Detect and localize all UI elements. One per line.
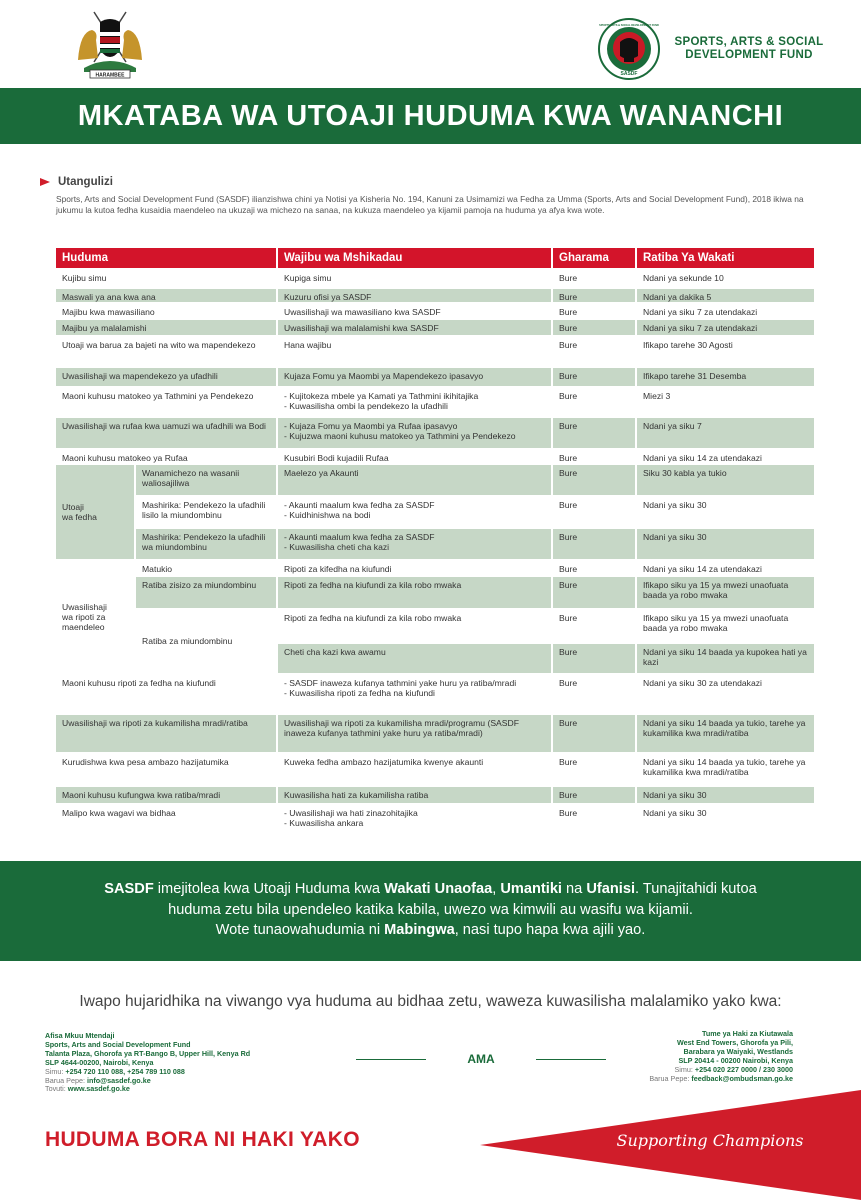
header-huduma: Huduma [56, 248, 276, 268]
gharama-cell: Bure [553, 418, 635, 448]
page-title: MKATABA WA UTOAJI HUDUMA KWA WANANCHI [77, 99, 784, 132]
wajibu-cell: - Akaunti maalum kwa fedha za SASDF - Kuidhinishwa na bodi [284, 500, 435, 521]
gharama-cell: Bure [553, 320, 635, 335]
contact-label: Barua Pepe: [45, 1075, 87, 1085]
huduma-cell: Kurudishwa kwa pesa ambazo hazijatumika [62, 757, 229, 767]
huduma-cell: Maoni kuhusu matokeo ya Rufaa [62, 453, 188, 463]
fund-name [664, 36, 834, 62]
contact-email [649, 1075, 793, 1084]
huduma-cell: Wanamichezo na wasanii waliosajiliwa [136, 465, 276, 495]
wajibu-cell: - SASDF inaweza kufanya tathmini yake huru ya ratiba/mradi - Kuwasilisha ripoti za fedha na kiufundi [284, 678, 517, 699]
huduma-cell: Mashirika: Pendekezo la ufadhili wa miundombinu [136, 529, 276, 559]
wajibu-cell: Kujaza Fomu ya Maombi ya Mapendekezo ipasavyo [278, 368, 551, 386]
huduma-cell: Maoni kuhusu ripoti za fedha na kiufundi [62, 678, 216, 688]
gharama-cell: Bure [553, 529, 635, 559]
ombudsman-contact-block [649, 1030, 793, 1083]
ratiba-cell: Ifikapo tarehe 30 Agosti [643, 340, 733, 350]
intro-heading-row [40, 176, 820, 188]
wajibu-cell: Ripoti za fedha na kiufundi za kila robo mwaka [284, 613, 462, 623]
ratiba-cell: Ndani ya siku 7 [637, 418, 814, 448]
gharama-cell: Bure [559, 391, 578, 401]
commitment-line-3 [0, 920, 861, 941]
intro-section [40, 176, 820, 216]
contact-label: Barua Pepe: [649, 1073, 692, 1083]
slogan-text: na [562, 881, 587, 897]
footer-tagline: HUDUMA BORA NI HAKI YAKO [45, 1128, 360, 1151]
gharama-cell: Bure [559, 500, 578, 510]
logo-text: SASDF [620, 71, 638, 77]
phone-value[interactable]: +254 720 110 088, +254 789 110 088 [65, 1066, 185, 1076]
huduma-cell: Malipo kwa wagavi wa bidhaa [62, 808, 176, 818]
ceo-contact-block [45, 1032, 250, 1094]
ratiba-cell: Ndani ya dakika 5 [637, 289, 814, 302]
ratiba-cell: Ndani ya siku 14 baada ya kupokea hati ya kazi [637, 644, 814, 673]
contact-line: SLP 20414 - 00200 Nairobi, Kenya [678, 1055, 793, 1065]
ratiba-cell: Ndani ya siku 30 [643, 808, 707, 818]
ratiba-cell: Ifikapo tarehe 31 Desemba [637, 368, 814, 386]
ratiba-cell: Ndani ya siku 7 za utendakazi [643, 307, 758, 317]
huduma-cell: Ratiba zisizo za miundombinu [136, 577, 276, 608]
wajibu-cell: Kuweka fedha ambazo hazijatumika kwenye akaunti [284, 757, 484, 767]
contact-line: West End Towers, Ghorofa ya Pili, [677, 1037, 793, 1047]
huduma-cell: Utoaji wa barua za bajeti na wito wa mapendekezo [62, 340, 256, 350]
ratiba-cell: Ndani ya siku 7 za utendakazi [637, 320, 814, 335]
wajibu-cell: Maelezo ya Akaunti [278, 465, 551, 495]
gharama-cell: Bure [559, 757, 578, 767]
wajibu-cell: - Uwasilishaji wa hati zinazohitajika - Kuwasilisha ankara [284, 808, 418, 829]
complaint-text: Iwapo hujaridhika na viwango vya huduma au bidhaa zetu, waweza kuwasilisha malalamiko yako kwa: [79, 993, 782, 1010]
contact-label: Tovuti: [45, 1084, 68, 1094]
slogan-emphasis: Mabingwa [384, 922, 455, 938]
slogan-text: imejitolea kwa Utoaji Huduma kwa [153, 881, 385, 897]
commitment-line-1 [0, 879, 861, 900]
wajibu-cell: Kuzuru ofisi ya SASDF [278, 289, 551, 302]
gharama-cell: Bure [553, 787, 635, 803]
header-wajibu: Wajibu wa Mshikadau [278, 248, 551, 268]
email-link[interactable]: feedback@ombudsman.go.ke [691, 1073, 793, 1083]
contact-website [45, 1085, 250, 1094]
red-pennant-banner [480, 1090, 861, 1200]
fund-name-line1: SPORTS, ARTS & SOCIAL [674, 36, 824, 48]
wajibu-cell: - Akaunti maalum kwa fedha za SASDF - Kuwasilisha cheti cha kazi [278, 529, 551, 559]
ratiba-cell: Ndani ya siku 14 za utendakazi [643, 453, 762, 463]
ama-divider [356, 1051, 606, 1069]
huduma-cell: Maoni kuhusu kufungwa kwa ratiba/mradi [56, 787, 276, 803]
contact-line: Sports, Arts and Social Development Fund [45, 1039, 191, 1049]
ratiba-cell: Ndani ya siku 30 za utendakazi [643, 678, 762, 688]
slogan-emphasis: Ufanisi [586, 881, 635, 897]
slogan-sasdf: SASDF [104, 881, 154, 897]
ripoti-group-cell: Uwasilishaji wa ripoti za maendeleo [62, 601, 107, 633]
wajibu-cell: Kusubiri Bodi kujadili Rufaa [284, 453, 389, 463]
ratiba-cell: Ndani ya siku 30 [637, 787, 814, 803]
intro-text: Sports, Arts and Social Development Fund (SASDF) ilianzishwa chini ya Notisi ya Kisheria No. 194, Kanuni za Usimamizi wa Fedha za Umma (Sports, Arts and Social Development Fund), 2018 ikiwa na jukumu la kutoa fedha kusaidia maendeleo na ukuzaji wa michezo na sanaa, na kukuza maendeleo ya kijamii pamoja na huduma ya afya kwa wote. [56, 194, 804, 215]
slogan-text: . Tunajitahidi kutoa [635, 881, 757, 897]
gharama-cell: Bure [553, 715, 635, 752]
huduma-cell: Maswali ya ana kwa ana [56, 289, 276, 302]
wajibu-cell: Cheti cha kazi kwa awamu [278, 644, 551, 673]
gharama-cell: Bure [559, 273, 578, 283]
ratiba-cell: Ifikapo siku ya 15 ya mwezi unaofuata baada ya robo mwaka [643, 613, 789, 634]
contact-line: SLP 4644-00200, Nairobi, Kenya [45, 1057, 154, 1067]
slogan-emphasis: Wakati Unaofaa [384, 881, 493, 897]
utoaji-group-cell: Utoaji wa fedha [56, 465, 134, 559]
gharama-cell: Bure [559, 340, 578, 350]
ratiba-cell: Ifikapo siku ya 15 ya mwezi unaofuata baada ya robo mwaka [637, 577, 814, 608]
slogan-text: , [492, 881, 501, 897]
gharama-cell: Bure [559, 307, 578, 317]
ratiba-cell: Ndani ya sekunde 10 [643, 273, 724, 283]
huduma-cell: Ratiba za miundombinu [142, 636, 233, 647]
contact-line: Afisa Mkuu Mtendaji [45, 1031, 115, 1040]
wajibu-cell: Kuwasilisha hati za kukamilisha ratiba [278, 787, 551, 803]
divider-line [536, 1059, 606, 1060]
wajibu-cell: - Kujaza Fomu ya Maombi ya Rufaa ipasavyo - Kujuzwa maoni kuhusu matokeo ya Tathmini ya Pendekezo [278, 418, 551, 448]
huduma-cell: Uwasilishaji wa mapendekezo ya ufadhili [56, 368, 276, 386]
gharama-cell: Bure [553, 368, 635, 386]
intro-heading: Utangulizi [58, 176, 113, 188]
huduma-cell: Matukio [142, 564, 173, 574]
huduma-cell: Mashirika: Pendekezo la ufadhili lisilo la miundombinu [142, 500, 266, 521]
page-header [0, 0, 861, 88]
contact-line: Barabara ya Waiyaki, Westlands [683, 1046, 793, 1056]
title-banner [0, 88, 861, 144]
huduma-cell: Maoni kuhusu matokeo ya Tathmini ya Pendekezo [62, 391, 254, 401]
ratiba-cell: Ndani ya siku 30 [637, 529, 814, 559]
slogan-emphasis: Umantiki [500, 881, 562, 897]
wajibu-cell: Ripoti za fedha na kiufundi za kila robo mwaka [278, 577, 551, 608]
gharama-cell: Bure [559, 808, 578, 818]
contact-label: Simu: [674, 1064, 695, 1074]
ratiba-cell: Ndani ya siku 30 [643, 500, 707, 510]
wajibu-cell: Ripoti za kifedha na kiufundi [284, 564, 392, 574]
contact-line: Talanta Plaza, Ghorofa ya RT-Bango B, Upper Hill, Kenya Rd [45, 1048, 251, 1058]
supporting-champions-text: Supporting Champions [616, 1131, 804, 1150]
header-ratiba: Ratiba Ya Wakati [637, 248, 814, 268]
huduma-cell: Majibu kwa mawasiliano [62, 307, 155, 317]
slogan-text: , nasi tupo hapa kwa ajili yao. [454, 922, 646, 938]
wajibu-cell: Uwasilishaji wa malalamishi kwa SASDF [278, 320, 551, 335]
contact-line: Tume ya Haki za Kiutawala [702, 1029, 793, 1038]
wajibu-cell: Uwasilishaji wa ripoti za kukamilisha mradi/programu (SASDF inaweza kufanya tathmini yake huru ya ratiba/mradi) [278, 715, 551, 752]
ratiba-cell: Siku 30 kabla ya tukio [637, 465, 814, 495]
commitment-line-2: huduma zetu bila upendeleo katika kabila, uwezo wa kimwili au wasifu wa kijamii. [168, 901, 693, 918]
commitment-banner [0, 861, 861, 961]
gharama-cell: Bure [553, 465, 635, 495]
gharama-cell: Bure [559, 453, 578, 463]
sasdf-logo [598, 18, 660, 80]
service-charter-table [55, 247, 815, 837]
gharama-cell: Bure [553, 644, 635, 673]
gharama-cell: Bure [553, 577, 635, 608]
huduma-cell: Majibu ya malalamishi [56, 320, 276, 335]
website-link[interactable]: www.sasdef.go.ke [67, 1084, 130, 1094]
huduma-cell: Uwasilishaji wa ripoti za kukamilisha mradi/ratiba [56, 715, 276, 752]
gharama-cell: Bure [559, 613, 578, 623]
huduma-cell: Kujibu simu [62, 273, 107, 283]
wajibu-cell: - Kujitokeza mbele ya Kamati ya Tathmini ikihitajika - Kuwasilisha ombi la pendekezo la ufadhili [284, 391, 479, 412]
gharama-cell: Bure [559, 678, 578, 688]
ratiba-cell: Ndani ya siku 14 baada ya tukio, tarehe ya kukamilika kwa mradi/ratiba [643, 757, 806, 778]
logo-ring-text: SPORTS ARTS & SOCIAL DEVELOPMENT FUND [599, 24, 659, 27]
ama-label: AMA [467, 1052, 495, 1066]
ratiba-cell: Miezi 3 [643, 391, 671, 401]
gharama-cell: Bure [553, 289, 635, 302]
email-link[interactable]: info@sasdef.go.ke [86, 1075, 151, 1085]
gharama-cell: Bure [559, 564, 578, 574]
huduma-cell: Uwasilishaji wa rufaa kwa uamuzi wa ufadhili wa Bodi [56, 418, 276, 448]
wajibu-cell: Uwasilishaji wa mawasiliano kwa SASDF [284, 307, 441, 317]
ratiba-cell: Ndani ya siku 14 baada ya tukio, tarehe ya kukamilika kwa mradi/ratiba [637, 715, 814, 752]
coat-of-arms-logo [74, 10, 146, 80]
phone-value[interactable]: +254 020 227 0000 / 230 3000 [694, 1064, 793, 1074]
wajibu-cell: Kupiga simu [284, 273, 332, 283]
contact-label: Simu: [45, 1066, 66, 1076]
motto-text: HARAMBEE [95, 72, 125, 79]
slogan-text: Wote tunaowahudumia ni [215, 922, 385, 938]
wajibu-cell: Hana wajibu [284, 340, 332, 350]
pennant-arrow-icon [40, 178, 50, 186]
header-gharama: Gharama [553, 248, 635, 268]
fund-name-line2: DEVELOPMENT FUND [685, 49, 813, 61]
ratiba-cell: Ndani ya siku 14 za utendakazi [643, 564, 762, 574]
